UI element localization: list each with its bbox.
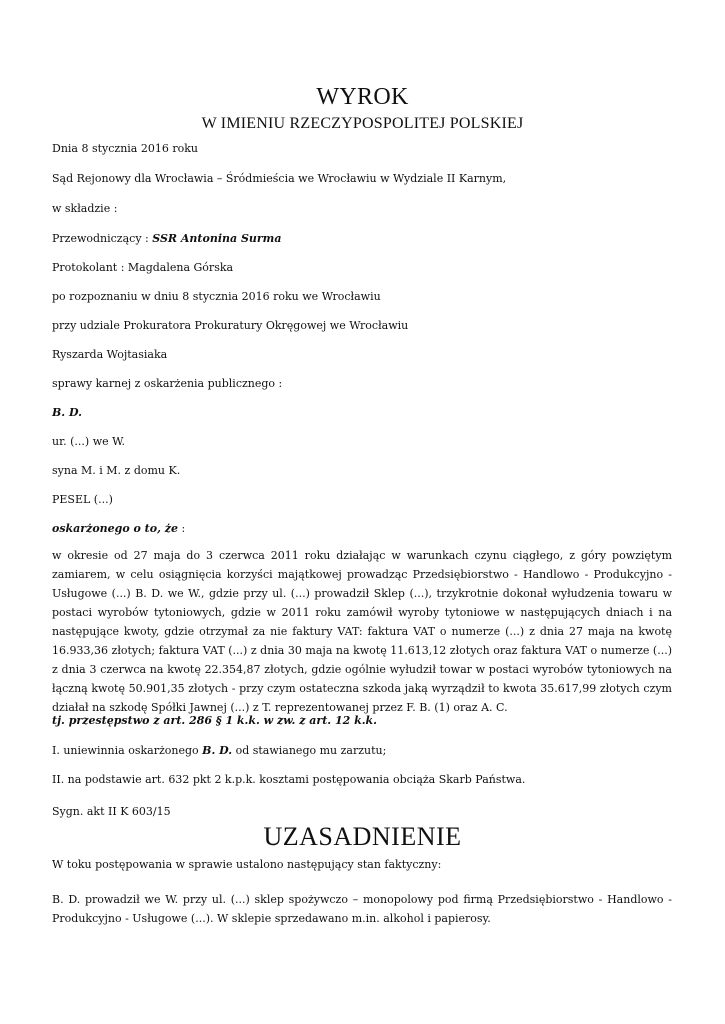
- hearing-date: po rozpoznaniu w dniu 8 stycznia 2016 roku we Wrocławiu: [52, 290, 381, 303]
- presiding-judge-name: SSR Antonina Surma: [152, 232, 282, 245]
- accusation-heading: [52, 522, 185, 536]
- verdict-item-2: II. na podstawie art. 632 pkt 2 k.p.k. kosztami postępowania obciąża Skarb Państwa.: [52, 773, 526, 786]
- verdict-item-1-prefix: I. uniewinnia oskarżonego: [52, 744, 203, 757]
- justification-title: UZASADNIENIE: [263, 822, 462, 851]
- verdict-subtitle: W IMIENIU RZECZYPOSPOLITEJ POLSKIEJ: [201, 115, 524, 132]
- presiding-judge-label: Przewodniczący :: [52, 232, 153, 245]
- accusation-colon: :: [178, 522, 186, 535]
- case-type: sprawy karnej z oskarżenia publicznego :: [52, 377, 283, 390]
- case-signature: Sygn. akt II K 603/15: [52, 805, 171, 818]
- verdict-item-1-suffix: od stawianego mu zarzutu;: [232, 744, 387, 757]
- verdict-title: WYROK: [316, 84, 409, 110]
- accusation-label: oskarżonego o to, że: [52, 522, 179, 535]
- defendant-birth: ur. (...) we W.: [52, 435, 125, 448]
- court-name: Sąd Rejonowy dla Wrocławia – Śródmieścia we Wrocławiu w Wydziale II Karnym,: [52, 172, 507, 185]
- justification-paragraph: B. D. prowadził we W. przy ul. (...) sklep spożywczo – monopolowy pod firmą Przedsiębiorstwo - Handlowo - Produkcyjno - Usługowe (...). W sklepie sprzedawano m.in. alkohol i papierosy.: [52, 893, 672, 925]
- court-clerk: Protokolant : Magdalena Górska: [52, 261, 234, 274]
- composition-label: w składzie :: [52, 202, 118, 215]
- verdict-item-1: [52, 744, 386, 758]
- prosecutor-name: Ryszarda Wojtasiaka: [52, 348, 168, 361]
- legal-qualification: tj. przestępstwo z art. 286 § 1 k.k. w zw. z art. 12 k.k.: [52, 714, 377, 727]
- verdict-date: Dnia 8 stycznia 2016 roku: [52, 142, 198, 155]
- verdict-item-1-name: B. D.: [202, 744, 233, 757]
- defendant-pesel: PESEL (...): [52, 493, 113, 506]
- presiding-judge-line: [52, 232, 281, 246]
- prosecutor-office: przy udziale Prokuratora Prokuratury Okręgowej we Wrocławiu: [52, 319, 409, 332]
- justification-intro: W toku postępowania w sprawie ustalono następujący stan faktyczny:: [52, 858, 442, 871]
- charge-paragraph: w okresie od 27 maja do 3 czerwca 2011 roku działając w warunkach czynu ciągłego, z góry powziętym zamiarem, w celu osiągnięcia korzyści majątkowej prowadząc Przedsiębiorstwo - Handlowo - Produkcyjno - Usługowe (...) B. D. we W., gdzie przy ul. (...) prowadził Sklep (...), trzykrotnie dokonał wyłudzenia towaru w postaci wyrobów tytoniowych, gdzie w 2011 roku zamówił wyroby tytoniowe w następujących dniach i na następujące kwoty, gdzie otrzymał za nie faktury VAT: faktura VAT o numerze (...) z dnia 27 maja na kwotę 16.933,36 złotych; faktura VAT (...) z dnia 30 maja na kwotę 11.613,12 złotych oraz faktura VAT o numerze (...) z dnia 3 czerwca na kwotę 22.354,87 złotych, gdzie ogólnie wyłudził towar w postaci wyrobów tytoniowych na łączną kwotę 50.901,35 złotych - przy czym ostateczna szkoda jaką wyrządził to kwota 35.617,99 złotych czym działał na szkodę Spółki Jawnej (...) z T. reprezentowanej przez F. B. (1) oraz A. C.: [52, 549, 672, 714]
- defendant-name: B. D.: [52, 406, 82, 419]
- defendant-parents: syna M. i M. z domu K.: [52, 464, 181, 477]
